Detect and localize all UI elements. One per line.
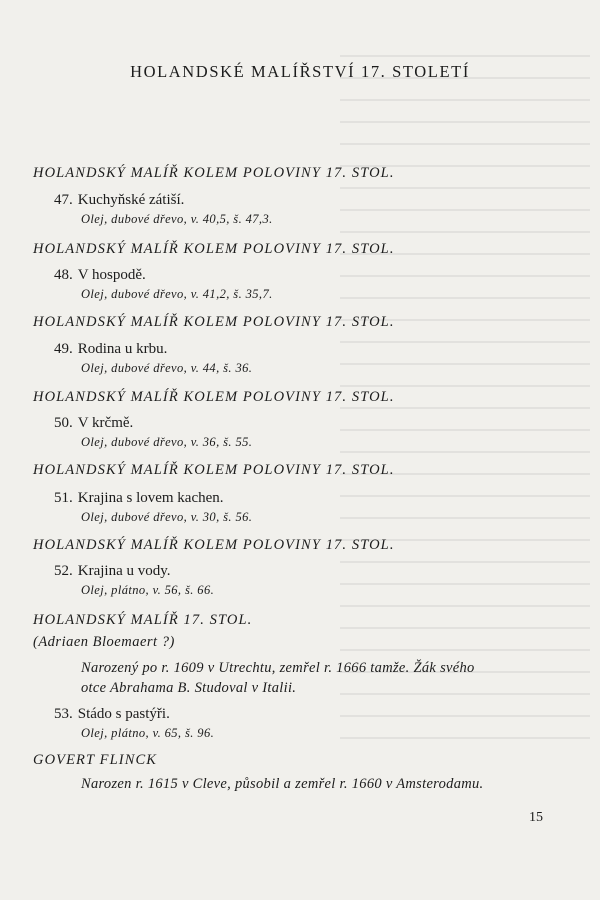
medium-dimensions: Olej, dubové dřevo, v. 40,5, š. 47,3. (81, 212, 273, 226)
artist-heading: HOLANDSKÝ MALÍŘ 17. STOL. (33, 612, 253, 628)
artist-heading: HOLANDSKÝ MALÍŘ KOLEM POLOVINY 17. STOL. (33, 462, 395, 478)
artist-biography (81, 658, 571, 698)
medium-dimensions: Olej, plátno, v. 56, š. 66. (81, 583, 215, 597)
catalog-entry-title (54, 490, 224, 507)
work-title: Rodina u krbu. (77, 341, 168, 357)
page-number: 15 (529, 810, 543, 825)
catalog-number: 52. (54, 563, 73, 579)
biography-line: Narozen r. 1615 v Cleve, působil a zemřel r. 1660 v Amsterodamu. (81, 776, 484, 792)
catalog-number: 47. (54, 192, 73, 208)
catalog-entry-title (54, 341, 167, 358)
artist-heading: GOVERT FLINCK (33, 752, 158, 768)
work-title: Kuchyňské zátiší. (77, 192, 185, 208)
artist-biography (81, 774, 571, 794)
work-title: V krčmě. (77, 415, 134, 431)
catalog-number: 53. (54, 706, 73, 722)
catalog-number: 51. (54, 490, 73, 506)
medium-dimensions: Olej, dubové dřevo, v. 41,2, š. 35,7. (81, 287, 273, 301)
artist-attribution: (Adriaen Bloemaert ?) (33, 634, 175, 650)
work-title: Krajina s lovem kachen. (77, 490, 224, 506)
artist-heading: HOLANDSKÝ MALÍŘ KOLEM POLOVINY 17. STOL. (33, 389, 395, 405)
page-title: HOLANDSKÉ MALÍŘSTVÍ 17. STOLETÍ (130, 62, 470, 81)
artist-heading: HOLANDSKÝ MALÍŘ KOLEM POLOVINY 17. STOL. (33, 241, 395, 257)
medium-dimensions: Olej, dubové dřevo, v. 36, š. 55. (81, 435, 253, 449)
artist-heading: HOLANDSKÝ MALÍŘ KOLEM POLOVINY 17. STOL. (33, 314, 395, 330)
work-title: Stádo s pastýři. (77, 706, 170, 722)
medium-dimensions: Olej, dubové dřevo, v. 44, š. 36. (81, 361, 253, 375)
artist-heading: HOLANDSKÝ MALÍŘ KOLEM POLOVINY 17. STOL. (33, 165, 395, 181)
catalog-entry-title (54, 192, 184, 209)
catalog-number: 49. (54, 341, 73, 357)
catalog-number: 48. (54, 267, 73, 283)
work-title: Krajina u vody. (77, 563, 171, 579)
work-title: V hospodě. (77, 267, 146, 283)
biography-line: Narozený po r. 1609 v Utrechtu, zemřel r. 1666 tamže. Žák svého (81, 660, 475, 676)
medium-dimensions: Olej, plátno, v. 65, š. 96. (81, 726, 215, 740)
biography-line: otce Abrahama B. Studoval v Italii. (81, 680, 297, 696)
catalog-entry-title (54, 415, 133, 432)
catalog-entry-title (54, 706, 170, 723)
artist-heading: HOLANDSKÝ MALÍŘ KOLEM POLOVINY 17. STOL. (33, 537, 395, 553)
medium-dimensions: Olej, dubové dřevo, v. 30, š. 56. (81, 510, 253, 524)
catalog-entry-title (54, 267, 146, 284)
catalog-entry-title (54, 563, 171, 580)
catalog-number: 50. (54, 415, 73, 431)
